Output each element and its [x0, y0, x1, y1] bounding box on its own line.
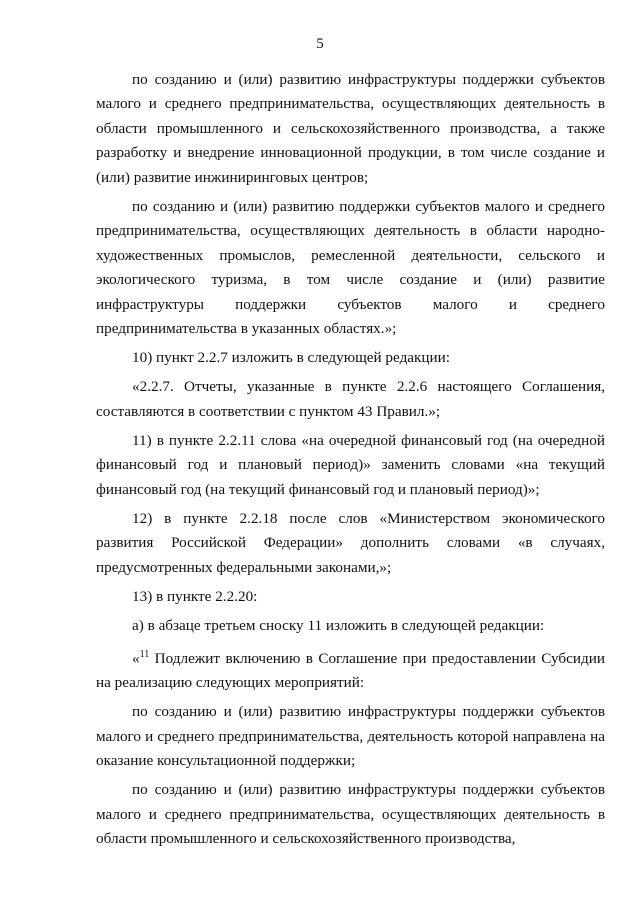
- paragraph: 11) в пункте 2.2.11 слова «на очередной финансовый год (на очередной финансовый год и плановый период)» заменить словами «на текущий финансовый год (на текущий финансовый год и плановый период)»;: [96, 431, 605, 498]
- paragraph: 10) пункт 2.2.7 изложить в следующей редакции:: [132, 349, 451, 367]
- paragraph: по созданию и (или) развитию инфраструктуры поддержки субъектов малого и среднего предпринимательства, осуществляющих деятельность в области промышленного и сельскохозяйственного производства,: [96, 781, 605, 848]
- paragraph: по созданию и (или) развитию инфраструктуры поддержки субъектов малого и среднего предпринимательства, деятельность которой направлена на оказание консультационной поддержки;: [96, 703, 605, 770]
- paragraph: 13) в пункте 2.2.20:: [132, 587, 258, 605]
- document-body: [96, 68, 605, 852]
- page-number: 5: [316, 36, 324, 52]
- paragraph: по созданию и (или) развитию поддержки субъектов малого и среднего предпринимательства, осуществляющих деятельность в области народно-художественных промыслов, ремесленной деятельности, сельского и экологического туризма, в том числе создание и (или) развитие инфраструктуры поддержки субъектов малого и среднего предпринимательства в указанных областях.»;: [96, 197, 605, 338]
- footnote-paragraph: [96, 643, 605, 696]
- paragraph: 12) в пункте 2.2.18 после слов «Министерством экономического развития Российской Федерации» дополнить словами «в случаях, предусмотренных федеральными законами,»;: [96, 509, 605, 576]
- open-quote: «: [132, 649, 140, 667]
- paragraph: по созданию и (или) развитию инфраструктуры поддержки субъектов малого и среднего предпринимательства, осуществляющих деятельность в области промышленного и сельскохозяйственного производства, а также разработку и внедрение инновационной продукции, в том числе создание и (или) развитие инжиниринговых центров;: [96, 71, 605, 186]
- footnote-marker: 11: [139, 648, 150, 660]
- paragraph: «2.2.7. Отчеты, указанные в пункте 2.2.6 настоящего Соглашения, составляются в соответствии с пунктом 43 Правил.»;: [96, 378, 605, 420]
- footnote-text: Подлежит включению в Соглашение при предоставлении Субсидии на реализацию следующих мероприятий:: [96, 649, 605, 692]
- paragraph: а) в абзаце третьем сноску 11 изложить в следующей редакции:: [132, 616, 545, 634]
